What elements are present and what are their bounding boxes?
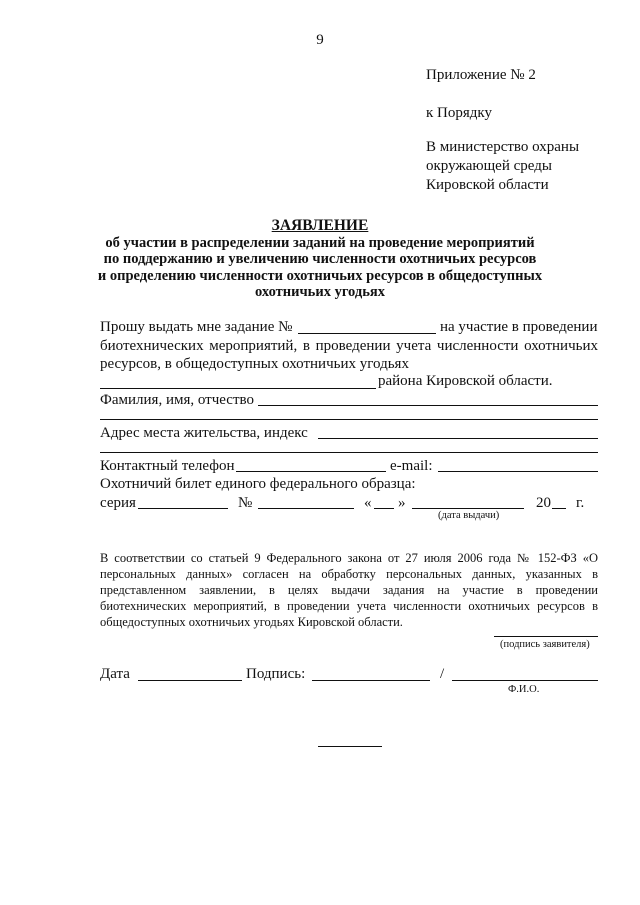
full-name-field-line-2[interactable] (100, 419, 598, 420)
appendix-label: Приложение № 2 (426, 67, 536, 83)
request-suffix: на участие в проведении (440, 319, 598, 335)
end-separator (318, 746, 382, 747)
issue-date-caption: (дата выдачи) (438, 510, 500, 521)
email-label: e-mail: (390, 458, 433, 474)
task-number-field[interactable] (298, 333, 436, 334)
addressee-line-1: В министерство охраны (426, 139, 580, 155)
quote-open: « (364, 495, 372, 511)
applicant-signature-caption: (подпись заявителя) (500, 639, 590, 650)
address-field[interactable] (318, 438, 598, 439)
ticket-label: Охотничий билет единого федерального образца: (100, 476, 416, 492)
request-line-3: ресурсов, в общедоступных охотничьих угодьях (100, 356, 409, 372)
title-line-2: по поддержанию и увеличению численности охотничьих ресурсов (103, 251, 537, 267)
issue-month-field[interactable] (412, 508, 524, 509)
fio-caption: Ф.И.О. (508, 684, 540, 695)
series-label: серия (100, 495, 136, 511)
full-name-label: Фамилия, имя, отчество (100, 392, 254, 408)
series-field[interactable] (138, 508, 228, 509)
full-name-field[interactable] (258, 405, 598, 406)
signature-label: Подпись: (246, 666, 306, 682)
signature-slash: / (440, 666, 445, 682)
page-number: 9 (316, 32, 324, 48)
document-title (60, 218, 580, 301)
address-label: Адрес места жительства, индекс (100, 425, 308, 441)
address-field-line-2[interactable] (100, 452, 598, 453)
number-sign: № (238, 495, 253, 511)
addressee-line-2: окружающей среды (426, 158, 552, 174)
to-order-label: к Порядку (426, 105, 492, 121)
title-line-1: об участии в распределении заданий на проведение мероприятий (105, 234, 535, 251)
request-line-2: биотехнических мероприятий, в проведении учета численности охотничьих (100, 338, 598, 354)
year-suffix: г. (576, 495, 585, 511)
issue-year-field[interactable] (552, 508, 566, 509)
addressee-line-3: Кировской области (426, 177, 549, 193)
request-prefix: Прошу выдать мне задание № (100, 319, 293, 335)
title-main: ЗАЯВЛЕНИЕ (271, 217, 369, 234)
email-field[interactable] (438, 471, 598, 472)
district-suffix: района Кировской области. (378, 373, 553, 389)
date-field[interactable] (138, 680, 242, 681)
year-prefix: 20 (536, 495, 551, 511)
title-line-3: и определению численности охотничьих ресурсов в общедоступных (97, 267, 543, 284)
applicant-signature-field[interactable] (494, 636, 598, 637)
district-field[interactable] (100, 388, 376, 389)
quote-close: » (398, 495, 406, 511)
phone-label: Контактный телефон (100, 458, 235, 474)
consent-text: В соответствии со статьей 9 Федерального закона от 27 июля 2006 года № 152-ФЗ «О персональных данных» согласен на обработку персональных данных, указанных в представленном заявлении, в целях выдачи задания на участие в проведении биотехнических мероприятий, в проведении учета численности охотничьих ресурсов в общедоступных охотничьих угодьях Кировской области. (100, 551, 598, 629)
ticket-number-field[interactable] (258, 508, 354, 509)
title-line-4: охотничьих угодьях (255, 284, 385, 300)
phone-field[interactable] (236, 471, 386, 472)
signature-field[interactable] (312, 680, 430, 681)
issue-day-field[interactable] (374, 508, 394, 509)
fio-field[interactable] (452, 680, 598, 681)
date-label: Дата (100, 666, 130, 682)
